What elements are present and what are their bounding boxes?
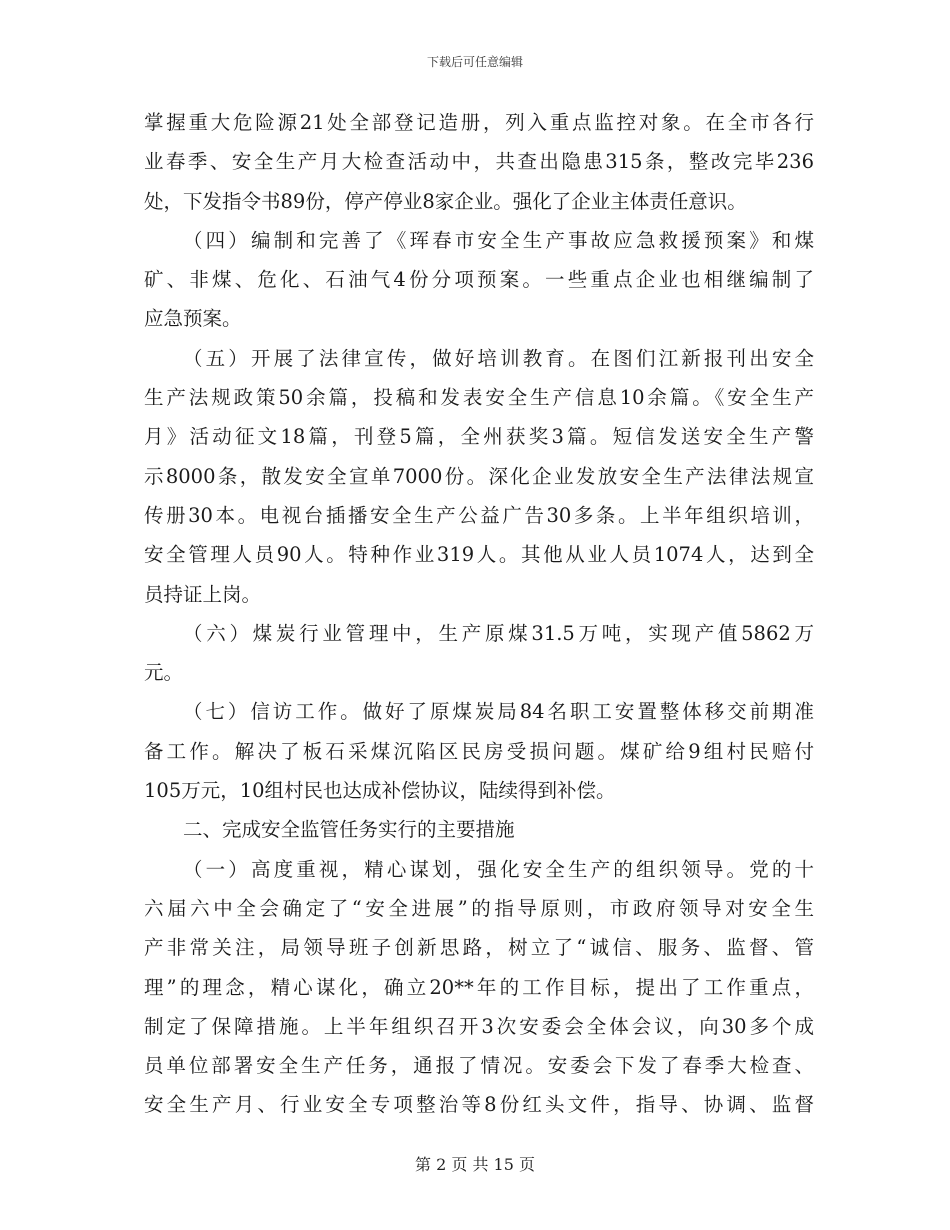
text-line: 安全生产月、行业安全专项整治等8份红头文件，指导、协调、监督	[144, 1093, 814, 1117]
text-line: 员单位部署安全生产任务，通报了情况。安委会下发了春季大检查、	[144, 1054, 814, 1078]
text-line: （一）高度重视，精心谋划，强化安全生产的组织领导。党的十	[183, 857, 814, 881]
text-line: （七）信访工作。做好了原煤炭局84名职工安置整体移交前期准	[183, 700, 814, 724]
page-number-footer: 第 2 页 共 15 页	[415, 1155, 535, 1174]
text-line: 元。	[144, 661, 184, 685]
text-line: 示8000条，散发安全宣单7000份。深化企业发放安全生产法律法规宣	[144, 464, 814, 488]
document-body	[144, 103, 814, 1125]
text-line: 安全管理人员90人。特种作业319人。其他从业人员1074人，达到全	[144, 543, 814, 567]
text-line: 二、完成安全监管任务实行的主要措施	[183, 818, 515, 842]
text-line: 应急预案。	[144, 307, 242, 331]
text-line: 处，下发指令书89份，停产停业8家企业。强化了企业主体责任意识。	[144, 189, 747, 213]
text-line: 制定了保障措施。上半年组织召开3次安委会全体会议，向30多个成	[144, 1014, 814, 1038]
text-line: 理”的理念，精心谋化，确立20**年的工作目标，提出了工作重点，	[144, 975, 814, 999]
text-line: （六）煤炭行业管理中，生产原煤31.5万吨，实现产值5862万	[183, 621, 814, 645]
paragraph	[144, 103, 814, 221]
text-line: 矿、非煤、危化、石油气4份分项预案。一些重点企业也相继编制了	[144, 268, 814, 292]
text-line: （四）编制和完善了《珲春市安全生产事故应急救援预案》和煤	[183, 228, 814, 252]
text-line: 105万元，10组村民也达成补偿协议，陆续得到补偿。	[144, 779, 616, 803]
paragraph	[144, 810, 814, 849]
text-line: 传册30本。电视台插播安全生产公益广告30多条。上半年组织培训，	[144, 503, 814, 527]
paragraph	[144, 850, 814, 1125]
text-line: 产非常关注，局领导班子创新思路，树立了“诚信、服务、监督、管	[144, 936, 814, 960]
text-line: 六届六中全会确定了“安全进展”的指导原则，市政府领导对安全生	[144, 896, 814, 920]
text-line: 员持证上岗。	[144, 582, 262, 606]
paragraph	[144, 692, 814, 810]
text-line: 生产法规政策50余篇，投稿和发表安全生产信息10余篇。《安全生产	[144, 386, 814, 410]
paragraph	[144, 339, 814, 614]
paragraph	[144, 614, 814, 693]
text-line: （五）开展了法律宣传，做好培训教育。在图们江新报刊出安全	[183, 346, 814, 370]
text-line: 月》活动征文18篇，刊登5篇，全州获奖3篇。短信发送安全生产警	[144, 425, 814, 449]
paragraph	[144, 221, 814, 339]
text-line: 备工作。解决了板石采煤沉陷区民房受损问题。煤矿给9组村民赔付	[144, 739, 814, 763]
page-header: 下载后可任意编辑	[426, 55, 523, 69]
text-line: 掌握重大危险源21处全部登记造册，列入重点监控对象。在全市各行	[144, 111, 814, 134]
text-line: 业春季、安全生产月大检查活动中，共查出隐患315条，整改完毕236	[144, 150, 814, 174]
